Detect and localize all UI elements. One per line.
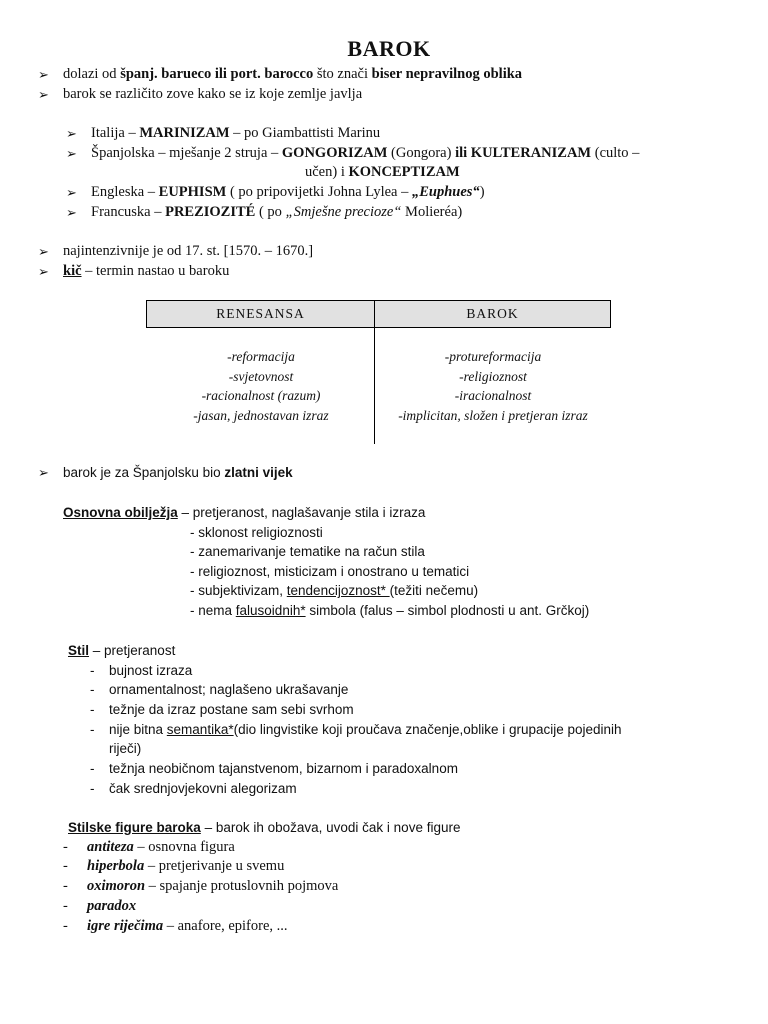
- style-heading-line: [68, 641, 175, 660]
- style-item: ornamentalnost; naglašeno ukrašavanje: [109, 682, 349, 697]
- country-spain-continued: [305, 163, 460, 182]
- table-cell: -jasan, jednostavan izraz: [193, 407, 329, 423]
- country-spain: [91, 144, 639, 163]
- features-item: [190, 581, 478, 600]
- figure-desc: – pretjerivanje u svemu: [144, 858, 285, 874]
- country-work-title: „Smješne precioze“: [285, 204, 402, 220]
- figure-item: [87, 877, 338, 896]
- figure-name: paradox: [87, 898, 137, 914]
- features-item: [190, 601, 589, 620]
- features-heading: Osnovna obilježja: [63, 505, 178, 520]
- dash-bullet: -: [63, 918, 68, 934]
- table-cell: -implicitan, složen i pretjeran izraz: [398, 407, 588, 423]
- features-text: - subjektivizam,: [190, 583, 287, 598]
- table-column-renesansa: [150, 347, 372, 425]
- figure-name: igre riječima: [87, 918, 164, 934]
- dash-bullet: -: [63, 858, 68, 874]
- country-style-name: PREZIOZITÉ: [165, 204, 256, 220]
- style-lead: – pretjeranost: [89, 643, 176, 658]
- country-italy: [91, 124, 380, 143]
- style-item: čak srednjovjekovni alegorizam: [109, 781, 297, 796]
- arrow-bullet-icon: ➢: [38, 67, 49, 82]
- features-text: - nema: [190, 603, 236, 618]
- features-heading-line: [63, 503, 425, 522]
- country-text: ): [479, 184, 485, 200]
- figure-item: [87, 897, 136, 916]
- page-title: BAROK: [347, 36, 431, 61]
- table-cell: -protureformacija: [444, 349, 542, 364]
- figures-heading: Stilske figure baroka: [68, 820, 201, 835]
- table-cell: -racionalnost (razum): [201, 388, 321, 403]
- features-item: - zanemarivanje tematike na račun stila: [190, 544, 425, 559]
- style-item-semantics: [109, 720, 622, 739]
- table-cell: -svjetovnost: [228, 368, 294, 384]
- country-text: (Gongora): [387, 145, 456, 161]
- features-lead: – pretjeranost, naglašavanje stila i izraza: [177, 505, 426, 520]
- country-text: Francuska –: [91, 204, 166, 220]
- dash-bullet: -: [63, 898, 68, 914]
- figure-desc: – anafore, epifore, ...: [163, 918, 288, 934]
- dash-bullet: -: [90, 702, 95, 717]
- table-cell: -religioznost: [459, 368, 527, 384]
- spain-text: barok je za Španjolsku bio: [63, 465, 225, 480]
- dash-bullet: -: [90, 722, 95, 737]
- kic-text: – termin nastao u baroku: [81, 263, 230, 279]
- country-text: Engleska –: [91, 184, 159, 200]
- country-style-name: MARINIZAM: [139, 125, 230, 141]
- country-text: ( po pripovijetki Johna Lylea –: [226, 184, 412, 200]
- style-term: semantika*: [166, 722, 234, 737]
- dash-bullet: -: [90, 682, 95, 697]
- arrow-bullet-icon: ➢: [38, 87, 49, 102]
- style-item-semantics-cont: riječi): [109, 741, 142, 756]
- table-cell: -reformacija: [227, 349, 295, 364]
- style-item: bujnost izraza: [109, 663, 193, 678]
- figure-item: [87, 838, 235, 857]
- country-text: – po Giambattisti Marinu: [229, 125, 381, 141]
- features-item: - sklonost religioznosti: [190, 525, 323, 540]
- features-term: tendencijoznost*: [286, 583, 390, 598]
- features-text: simbola (falus – simbol plodnosti u ant. Grčkoj): [305, 603, 590, 618]
- figures-lead: – barok ih obožava, uvodi čak i nove figure: [200, 820, 461, 835]
- intro-line-1: [63, 65, 522, 84]
- intro-bold-origin: španj. barueco ili port. barocco: [120, 66, 314, 82]
- figure-name: oximoron: [87, 878, 146, 894]
- intro-line-2: barok se različito zove kako se iz koje zemlje javlja: [63, 86, 363, 102]
- figure-item: [87, 857, 284, 876]
- dash-bullet: -: [63, 878, 68, 894]
- arrow-bullet-icon: ➢: [38, 465, 49, 480]
- kic-line: [63, 262, 229, 281]
- features-term: falusoidnih*: [235, 603, 306, 618]
- dash-bullet: -: [63, 839, 68, 855]
- figure-item: [87, 917, 288, 936]
- country-text: Španjolska – mješanje 2 struja –: [91, 145, 282, 161]
- style-text: (dio lingvistike koji proučava značenje,oblike i grupacije pojedinih: [233, 722, 622, 737]
- country-england: [91, 183, 485, 202]
- intro-text: što znači: [313, 66, 372, 82]
- spain-bold: zlatni vijek: [224, 465, 293, 480]
- figure-name: antiteza: [87, 839, 134, 855]
- style-item: težnje da izraz postane sam sebi svrhom: [109, 702, 354, 717]
- dash-bullet: -: [90, 761, 95, 776]
- style-heading: Stil: [68, 643, 90, 658]
- dash-bullet: -: [90, 663, 95, 678]
- arrow-bullet-icon: ➢: [66, 205, 77, 220]
- arrow-bullet-icon: ➢: [38, 244, 49, 259]
- country-style-name: KONCEPTIZAM: [348, 164, 460, 180]
- arrow-bullet-icon: ➢: [66, 185, 77, 200]
- country-style-name: ili KULTERANIZAM: [455, 145, 592, 161]
- arrow-bullet-icon: ➢: [66, 126, 77, 141]
- country-text: ( po: [255, 204, 286, 220]
- figure-desc: – osnovna figura: [133, 839, 235, 855]
- figure-desc: – spajanje protuslovnih pojmova: [145, 878, 339, 894]
- country-text: (culto –: [591, 145, 640, 161]
- country-style-name: GONGORIZAM: [281, 145, 388, 161]
- intro-bold-meaning: biser nepravilnog oblika: [371, 66, 523, 82]
- table-column-barok: [376, 347, 610, 425]
- table-header-renesansa: RENESANSA: [146, 300, 375, 328]
- features-item: - religioznost, misticizam i onostrano u tematici: [190, 564, 470, 579]
- style-text: nije bitna: [109, 722, 167, 737]
- country-text: učen) i: [305, 164, 349, 180]
- features-text: (težiti nečemu): [389, 583, 479, 598]
- country-work-title: „Euphues“: [411, 184, 480, 200]
- arrow-bullet-icon: ➢: [66, 146, 77, 161]
- country-france: [91, 203, 462, 222]
- dash-bullet: -: [90, 781, 95, 796]
- table-cell: -iracionalnost: [454, 388, 532, 403]
- period-line: najintenzivnije je od 17. st. [1570. – 1670.]: [63, 243, 314, 259]
- country-text: Italija –: [91, 125, 140, 141]
- country-text: Molieréa): [401, 204, 463, 220]
- figure-name: hiperbola: [87, 858, 145, 874]
- arrow-bullet-icon: ➢: [38, 264, 49, 279]
- table-header-barok: BAROK: [374, 300, 611, 328]
- country-style-name: EUPHISM: [158, 184, 227, 200]
- figures-heading-line: [68, 818, 460, 837]
- kic-term: kič: [63, 263, 82, 279]
- table-divider: [374, 328, 375, 444]
- spain-golden-age: [63, 463, 293, 482]
- intro-text: dolazi od: [63, 66, 121, 82]
- style-item: težnja neobičnom tajanstvenom, bizarnom i paradoxalnom: [109, 761, 458, 776]
